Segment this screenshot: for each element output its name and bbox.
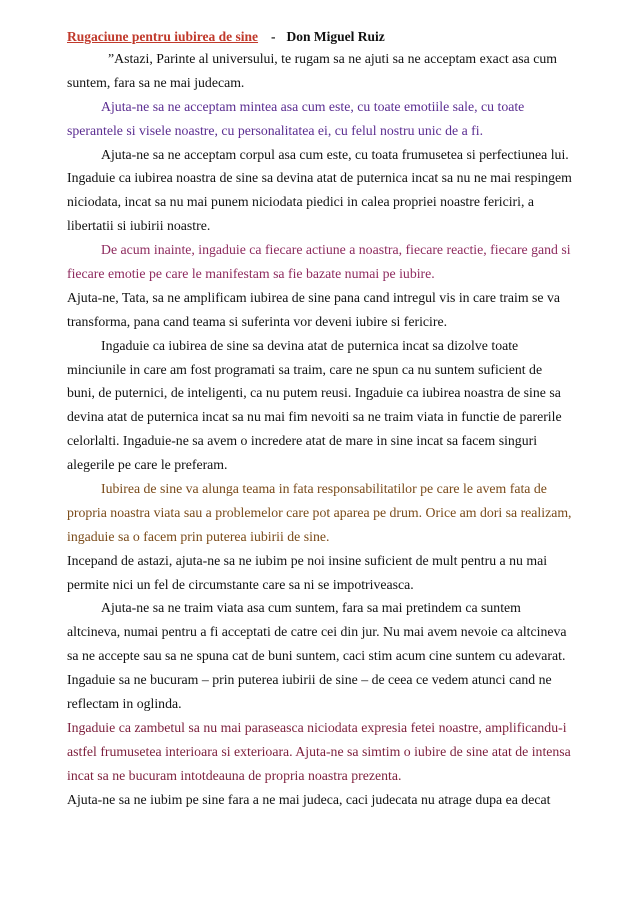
text-line: fiecare emotie pe care le manifestam sa fie bazate numai pe iubire. [67,266,435,282]
text-line: Ajuta-ne sa ne iubim pe sine fara a ne mai judeca, caci judecata nu atrage dupa ea decat [67,791,551,807]
text-line: astfel frumusetea interioara si exterioara. Ajuta-ne sa simtim o iubire de sine atat de intensa [67,743,571,759]
text-line: De acum inainte, ingaduie ca fiecare actiune a noastra, fiecare reactie, fiecare gand si [101,242,571,258]
title-line [67,27,619,47]
text-line: Ingaduie sa ne bucuram – prin puterea iubirii de sine – de ceea ce vedem atunci cand ne [67,672,552,688]
text-line: Ingaduie ca iubirea de sine sa devina atat de puternica incat sa dizolve toate [101,337,519,353]
text-line: ingaduie sa o facem prin puterea iubirii de sine. [67,528,330,544]
text-line: reflectam in oglinda. [67,696,182,712]
text-line: celorlalti. Ingaduie-ne sa avem o incredere atat de mare in sine incat sa facem singuri [67,433,538,449]
document-page [67,27,619,812]
text-line: Iubirea de sine va alunga teama in fata responsabilitatilor pe care le avem fata de [101,481,547,497]
text-line: minciunile in care am fost programati sa traim, care ne spun ca nu suntem suficient de [67,361,543,377]
text-line: sperantele si visele noastre, cu personalitatea ei, cu felul nostru unic de a fi. [67,122,484,138]
text-line: Ingaduie ca zambetul sa nu mai paraseasca niciodata expresia fetei noastre, amplificandu-i [67,719,567,735]
text-line: Ajuta-ne sa ne acceptam mintea asa cum este, cu toate emotiile sale, cu toate [101,98,525,114]
text-line: propria noastra viata sau a problemelor care pot aparea pe drum. Orice am dori sa realizam, [67,504,572,520]
text-line: ”Astazi, Parinte al universului, te rugam sa ne ajuti sa ne acceptam exact asa cum [108,51,557,66]
text-line: Ajuta-ne, Tata, sa ne amplificam iubirea de sine pana cand intregul vis in care traim se va [67,289,560,305]
author-name: Don Miguel Ruiz [286,29,385,44]
text-line: Ingaduie ca iubirea noastra de sine sa devina atat de puternica incat sa nu ne mai respingem [67,170,572,186]
text-line: sa ne accepte sau sa ne spuna cat de buni suntem, caci stim acum cine suntem cu adevarat. [67,648,566,664]
text-line: suntem, fara sa ne mai judecam. [67,74,245,90]
text-line: Incepand de astazi, ajuta-ne sa ne iubim pe noi insine suficient de mult pentru a nu mai [67,552,548,568]
text-line: devina atat de puternica incat sa nu mai fim nevoiti sa ne traim viata in functie de parerile [67,409,562,425]
text-line: incat sa ne bucuram intotdeauna de propria noastra prezenta. [67,767,402,783]
document-title[interactable]: Rugaciune pentru iubirea de sine [67,29,259,44]
title-separator: - [271,29,276,44]
text-line: transforma, pana cand teama si suferinta vor deveni iubire si fericire. [67,313,448,329]
text-line: buni, de puternici, de inteligenti, ca nu putem reusi. Ingaduie ca iubirea noastra de sine sa [67,385,561,401]
text-line: Ajuta-ne sa ne traim viata asa cum suntem, fara sa mai pretindem ca suntem [101,600,521,616]
text-line: niciodata, incat sa nu mai punem niciodata piedici in calea propriei noastre fericiri, a [67,194,534,210]
text-line: altcineva, numai pentru a fi acceptati de catre cei din jur. Nu mai avem nevoie ca altcineva [67,624,567,640]
text-line: permite nici un fel de circumstante care sa ni se impotriveasca. [67,576,414,592]
text-line: alegerile pe care le preferam. [67,457,228,473]
text-line: Ajuta-ne sa ne acceptam corpul asa cum este, cu toata frumusetea si perfectiunea lui. [101,146,569,162]
text-line: libertatii si iubirii noastre. [67,218,211,234]
